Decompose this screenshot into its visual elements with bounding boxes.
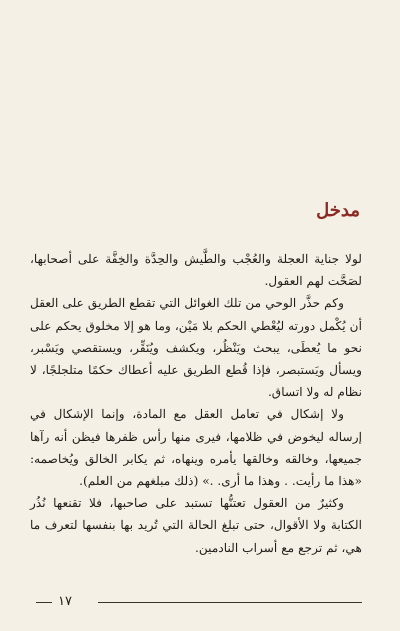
page-number: ١٧ <box>58 594 72 609</box>
paragraph-2: وكم حذَّر الوحي من تلك الغوائل التي تقطع الطريق على العقل أن يُكْمل دورته ليُعْطي الحكم بلا مَيْن، وما هو إلا مخلوق يحكم على نحو ما يُعطَى، يبحث ويَنْظُر، ويكشف ويُنَقِّر، ويستقصي ويَسْبر، ويسأل ويَستبصر، فإذا قُطع الطريق عليه أعطاك حكمًا متلجلجًا، لا نظام له ولا اتساق. <box>30 296 362 400</box>
body-text <box>30 248 362 559</box>
paragraph-4: وكثيرٌ من العقول تعتنُّها تستبد على صاحبها، فلا تقنعها نُذُر الكتابة ولا الأقوال، حتى تبلغ الحالة التي تُريد بها بنفسها لتعرف ما هي، ثم ترجع مع أسراب النادمين. <box>30 496 362 555</box>
footer-rule-short <box>36 602 52 603</box>
paragraph-1: لولا جناية العجلة والعُجْب والطَّيش والحِدَّة والخِفَّة على أصحابها، لصَحَّت لهم العقول. <box>30 252 362 289</box>
footer-rule-long <box>98 602 362 603</box>
page-footer <box>36 594 362 610</box>
paragraph-3: ولا إشكال في تعامل العقل مع المادة، وإنما الإشكال في إرساله ليخوض في ظلامها، فيرى منها رأس ظفرها فيظن أنه رآها جميعها، وخالقه وخالقها يأمره وينهاه، ثم يكابر الخالق ويُخاصمه: «هذا ما رأيت. . وهذا ما أرى. .» (ذلك مبلغهم من العلم). <box>30 407 362 489</box>
section-heading: مدخل <box>316 200 360 221</box>
